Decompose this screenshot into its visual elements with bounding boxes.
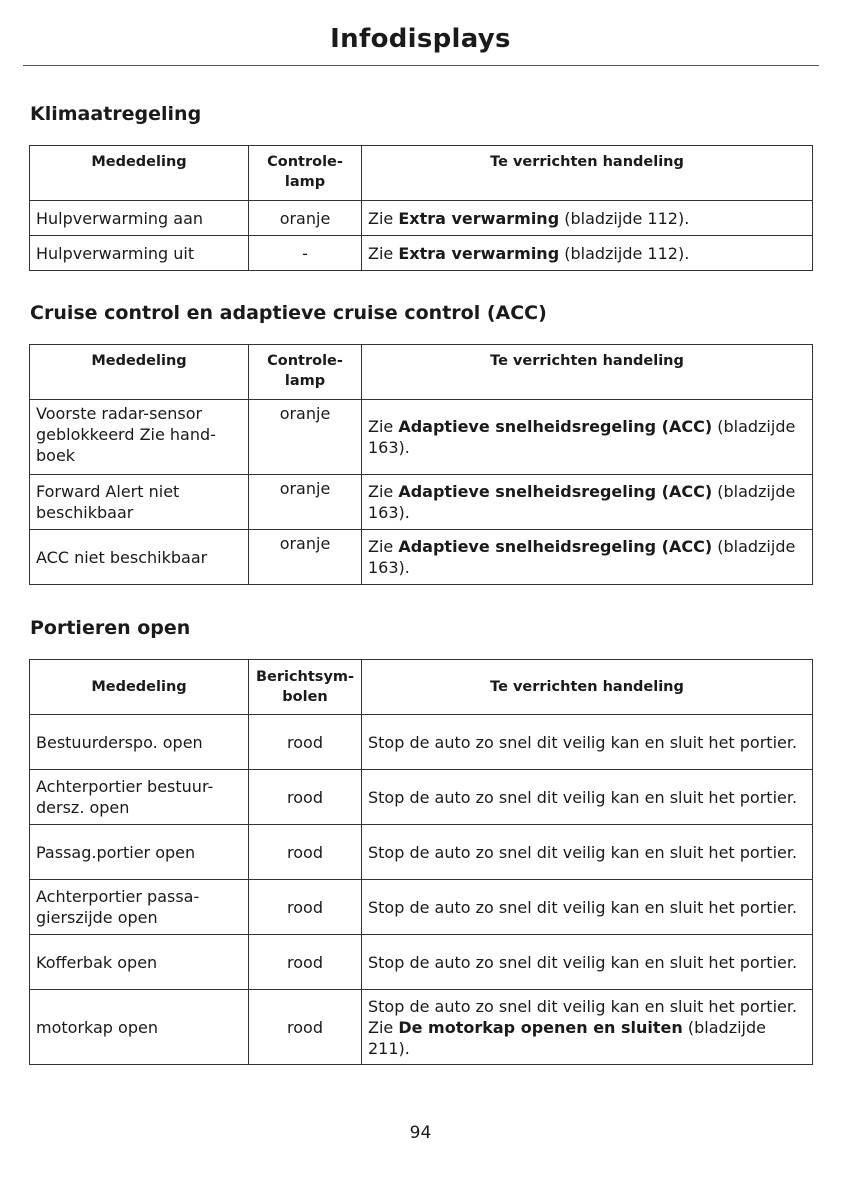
action-cell [362,990,813,1065]
header-line-2: lamp [284,373,326,389]
column-header-mededeling: Mededeling [30,660,249,715]
action-page: (bladzijde 163). [368,482,796,522]
message-cell: Kofferbak open [30,935,249,990]
header-line-1: Berichtsym- [255,669,355,685]
header-line-2: bolen [282,689,328,705]
title-rule [23,65,819,66]
lamp-cell: oranje [249,475,362,530]
lamp-cell: - [249,236,362,271]
column-header-mededeling: Mededeling [30,146,249,201]
action-cell [362,201,813,236]
message-cell: Bestuurderspo. open [30,715,249,770]
action-text: Stop de auto zo snel dit veilig kan en sluit het portier. [368,897,798,917]
action-cell [362,530,813,585]
message-cell: Achterportier bestuur-dersz. open [30,770,249,825]
action-cell [362,400,813,475]
lamp-cell: rood [249,990,362,1065]
action-cell [362,880,813,935]
table-row [30,715,813,770]
action-text: Zie [368,482,399,501]
action-text: Stop de auto zo snel dit veilig kan en sluit het portier. [368,732,798,752]
table-row [30,825,813,880]
message-cell: Passag.portier open [30,825,249,880]
action-reference: Adaptieve snelheidsregeling (ACC) [398,482,713,501]
lamp-cell: rood [249,880,362,935]
section-heading-cruise-control: Cruise control en adaptieve cruise control (ACC) [30,302,547,324]
column-header-mededeling: Mededeling [30,345,249,400]
action-cell [362,935,813,990]
column-header-berichtsymbolen [249,660,362,715]
header-line-1: Controle- [267,154,343,170]
section-heading-portieren-open: Portieren open [30,617,191,639]
table-row [30,770,813,825]
table-row [30,880,813,935]
action-text: Stop de auto zo snel dit veilig kan en sluit het portier. [368,787,798,807]
action-text: Zie [368,208,399,228]
page-number: 94 [409,1123,432,1143]
action-text: Stop de auto zo snel dit veilig kan en sluit het portier. [368,842,798,862]
column-header-handeling: Te verrichten handeling [362,345,813,400]
action-text: Zie [368,243,399,263]
action-cell [362,236,813,271]
action-text: Stop de auto zo snel dit veilig kan en sluit het portier. Zie [368,996,798,1037]
lamp-cell: oranje [249,530,362,585]
action-reference: Extra verwarming [398,208,560,228]
column-header-controlelamp [249,345,362,400]
action-reference: Adaptieve snelheidsregeling (ACC) [398,537,713,556]
lamp-cell: rood [249,825,362,880]
lamp-cell: rood [249,935,362,990]
table-row [30,236,813,271]
table-row [30,990,813,1065]
section-heading-klimaatregeling: Klimaatregeling [30,103,202,125]
lamp-cell: rood [249,715,362,770]
action-page: (bladzijde 163). [368,537,796,577]
header-line-1: Controle- [267,353,343,369]
message-cell: ACC niet beschikbaar [30,530,249,585]
lamp-cell: oranje [249,201,362,236]
action-cell [362,715,813,770]
action-reference: Adaptieve snelheidsregeling (ACC) [398,417,713,436]
column-header-controlelamp [249,146,362,201]
table-row [30,475,813,530]
table-row [30,400,813,475]
action-text: Stop de auto zo snel dit veilig kan en sluit het portier. [368,952,798,972]
table-row [30,201,813,236]
action-page: (bladzijde 163). [368,417,796,457]
action-page: (bladzijde 112). [559,243,690,263]
lamp-cell: oranje [249,400,362,475]
message-cell: Voorste radar-sensor geblokkeerd Zie hand-boek [30,400,249,475]
action-cell [362,770,813,825]
table-klimaatregeling [29,145,813,271]
action-reference: Extra verwarming [398,243,560,263]
page-title: Infodisplays [330,24,511,54]
table-row [30,530,813,585]
lamp-cell: rood [249,770,362,825]
message-cell: Hulpverwarming uit [30,236,249,271]
action-page: (bladzijde 112). [559,208,690,228]
table-row [30,935,813,990]
action-cell [362,825,813,880]
action-text: Zie [368,417,399,436]
header-line-2: lamp [284,174,326,190]
action-reference: De motorkap openen en sluiten [398,1017,683,1037]
message-cell: Achterportier passa-gierszijde open [30,880,249,935]
action-cell [362,475,813,530]
message-cell: motorkap open [30,990,249,1065]
table-cruise-control [29,344,813,585]
column-header-handeling: Te verrichten handeling [362,660,813,715]
action-page: (bladzijde 211). [368,1017,766,1058]
action-text: Zie [368,537,399,556]
column-header-handeling: Te verrichten handeling [362,146,813,201]
message-cell: Hulpverwarming aan [30,201,249,236]
table-portieren-open [29,659,813,1065]
message-cell: Forward Alert niet beschikbaar [30,475,249,530]
